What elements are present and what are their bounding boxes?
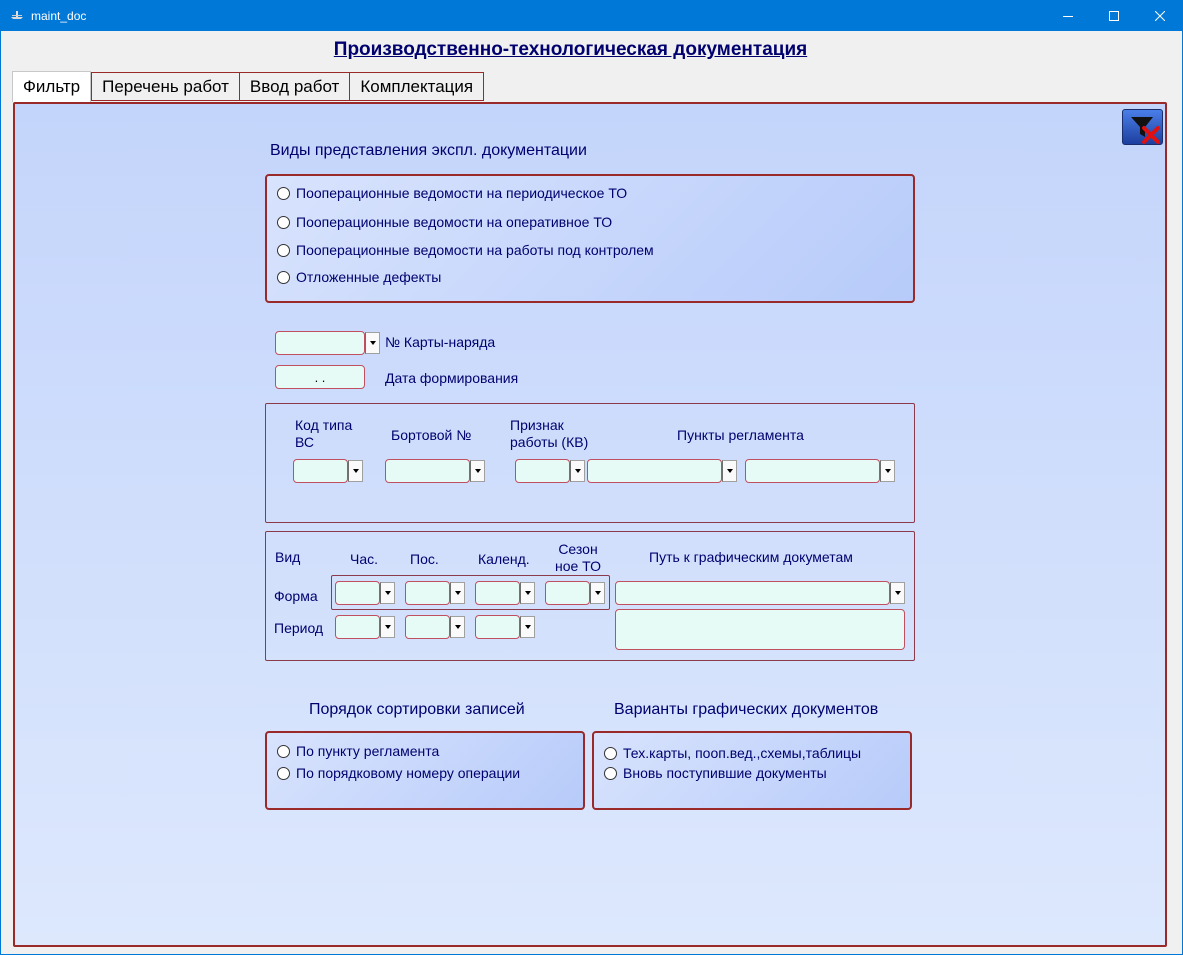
work-sign-field[interactable] bbox=[515, 459, 570, 483]
radio-icon bbox=[277, 271, 290, 284]
params-group bbox=[265, 403, 915, 523]
card-number-combo[interactable] bbox=[275, 331, 380, 355]
chevron-down-icon[interactable] bbox=[520, 616, 535, 638]
sort-option-label: По пункту регламента bbox=[296, 743, 440, 759]
period-hours-combo[interactable] bbox=[335, 615, 395, 639]
form-season-combo[interactable] bbox=[545, 581, 605, 605]
radio-icon bbox=[277, 187, 290, 200]
card-number-field[interactable] bbox=[275, 331, 365, 355]
radio-icon bbox=[604, 767, 617, 780]
form-calendar-field[interactable] bbox=[475, 581, 520, 605]
view-option-operative[interactable] bbox=[277, 214, 612, 230]
radio-icon bbox=[277, 244, 290, 257]
sort-option-label: По порядковому номеру операции bbox=[296, 765, 521, 781]
title-bar bbox=[0, 0, 1183, 31]
kind-label: Вид bbox=[275, 549, 301, 565]
date-label: Дата формирования bbox=[385, 370, 519, 386]
board-no-field[interactable] bbox=[385, 459, 470, 483]
graphics-option-techcards[interactable] bbox=[604, 745, 861, 761]
tab-works-input[interactable]: Ввод работ bbox=[240, 72, 350, 101]
page-title: Производственно-технологическая документация bbox=[333, 39, 808, 60]
chevron-down-icon[interactable] bbox=[450, 582, 465, 604]
chevron-down-icon[interactable] bbox=[880, 460, 895, 482]
close-button[interactable] bbox=[1137, 0, 1183, 31]
sort-option-reg-point[interactable] bbox=[277, 743, 439, 759]
path-label: Путь к графическим докуметам bbox=[649, 549, 853, 565]
chevron-down-icon[interactable] bbox=[722, 460, 737, 482]
type-code-combo[interactable] bbox=[293, 459, 363, 483]
date-field[interactable]: . . bbox=[275, 365, 365, 389]
form-hours-combo[interactable] bbox=[335, 581, 395, 605]
radio-icon bbox=[277, 216, 290, 229]
season-label: Сезон ное ТО bbox=[554, 541, 601, 574]
radio-icon bbox=[277, 745, 290, 758]
graphic-path-text[interactable] bbox=[615, 609, 905, 650]
reg-points-from-combo[interactable] bbox=[587, 459, 737, 483]
chevron-down-icon[interactable] bbox=[520, 582, 535, 604]
radio-icon bbox=[277, 767, 290, 780]
sort-option-op-number[interactable] bbox=[277, 765, 520, 781]
reg-points-to-field[interactable] bbox=[745, 459, 880, 483]
chevron-down-icon[interactable] bbox=[570, 460, 585, 482]
type-code-field[interactable] bbox=[293, 459, 348, 483]
window-title: maint_doc bbox=[31, 9, 87, 23]
chevron-down-icon[interactable] bbox=[380, 582, 395, 604]
views-group bbox=[265, 174, 915, 303]
filter-panel bbox=[13, 102, 1167, 947]
form-label: Форма bbox=[274, 588, 318, 604]
view-option-label: Пооперационные ведомости на оперативное ТО bbox=[296, 214, 613, 230]
sort-title: Порядок сортировки записей bbox=[309, 701, 525, 718]
form-landings-field[interactable] bbox=[405, 581, 450, 605]
tab-filter[interactable]: Фильтр bbox=[12, 71, 91, 102]
period-landings-combo[interactable] bbox=[405, 615, 465, 639]
minimize-icon bbox=[1063, 11, 1073, 21]
reg-points-label: Пункты регламента bbox=[677, 427, 804, 443]
maximize-button[interactable] bbox=[1091, 0, 1137, 31]
view-option-label: Отложенные дефекты bbox=[296, 269, 442, 285]
period-landings-field[interactable] bbox=[405, 615, 450, 639]
graphics-title: Варианты графических документов bbox=[614, 701, 879, 718]
form-hours-field[interactable] bbox=[335, 581, 380, 605]
form-landings-combo[interactable] bbox=[405, 581, 465, 605]
maximize-icon bbox=[1109, 11, 1119, 21]
graphics-option-label: Вновь поступившие документы bbox=[623, 765, 827, 781]
chevron-down-icon[interactable] bbox=[590, 582, 605, 604]
period-calendar-combo[interactable] bbox=[475, 615, 535, 639]
graphic-path-field[interactable] bbox=[615, 581, 890, 605]
radio-icon bbox=[604, 747, 617, 760]
view-option-deferred[interactable] bbox=[277, 269, 441, 285]
filter-clear-icon bbox=[1123, 110, 1164, 146]
reg-points-from-field[interactable] bbox=[587, 459, 722, 483]
work-sign-label: Признак работы (КВ) bbox=[510, 417, 589, 450]
tab-completion[interactable]: Комплектация bbox=[350, 72, 484, 101]
app-icon bbox=[10, 9, 24, 21]
form-season-field[interactable] bbox=[545, 581, 590, 605]
type-code-label: Код типа ВС bbox=[295, 417, 353, 450]
views-title: Виды представления экспл. документации bbox=[270, 142, 587, 159]
chevron-down-icon[interactable] bbox=[348, 460, 363, 482]
period-label: Период bbox=[274, 620, 324, 636]
chevron-down-icon[interactable] bbox=[890, 582, 905, 604]
graphic-path-combo[interactable] bbox=[615, 581, 905, 605]
form-calendar-combo[interactable] bbox=[475, 581, 535, 605]
chevron-down-icon[interactable] bbox=[470, 460, 485, 482]
clear-filter-button[interactable] bbox=[1122, 109, 1163, 145]
view-option-label: Пооперационные ведомости на работы под контролем bbox=[296, 242, 654, 258]
chevron-down-icon[interactable] bbox=[365, 332, 380, 354]
period-group bbox=[265, 531, 915, 661]
view-option-control[interactable] bbox=[277, 242, 654, 258]
period-calendar-field[interactable] bbox=[475, 615, 520, 639]
graphics-option-label: Тех.карты, пооп.вед.,схемы,таблицы bbox=[623, 745, 862, 761]
graphics-option-new[interactable] bbox=[604, 765, 827, 781]
reg-points-to-combo[interactable] bbox=[745, 459, 895, 483]
minimize-button[interactable] bbox=[1045, 0, 1091, 31]
calendar-label: Календ. bbox=[478, 551, 530, 567]
landings-label: Пос. bbox=[410, 551, 439, 567]
view-option-periodic[interactable] bbox=[277, 185, 627, 201]
board-no-combo[interactable] bbox=[385, 459, 485, 483]
tab-works-list[interactable]: Перечень работ bbox=[91, 72, 240, 101]
graphics-group bbox=[592, 731, 912, 810]
chevron-down-icon[interactable] bbox=[380, 616, 395, 638]
chevron-down-icon[interactable] bbox=[450, 616, 465, 638]
close-icon bbox=[1155, 11, 1165, 21]
sort-group bbox=[265, 731, 585, 810]
card-number-label: № Карты-наряда bbox=[385, 334, 496, 350]
tab-strip bbox=[12, 71, 484, 102]
work-sign-combo[interactable] bbox=[515, 459, 585, 483]
board-no-label: Бортовой № bbox=[391, 427, 472, 443]
period-hours-field[interactable] bbox=[335, 615, 380, 639]
hours-label: Час. bbox=[350, 551, 379, 567]
client-area bbox=[1, 31, 1182, 954]
view-option-label: Пооперационные ведомости на периодическое ТО bbox=[296, 185, 628, 201]
